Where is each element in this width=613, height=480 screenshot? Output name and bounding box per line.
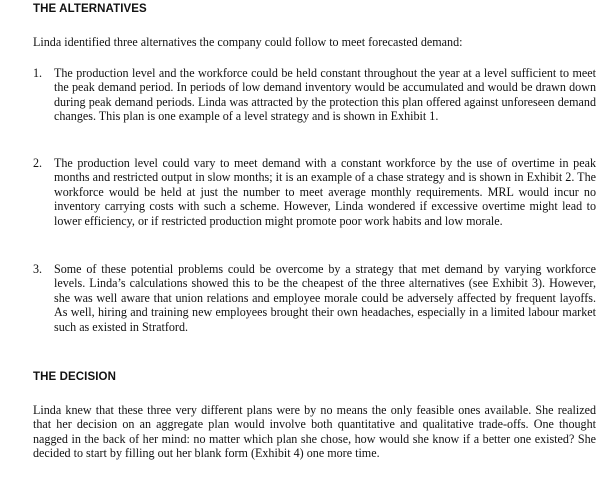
alternative-item-1 — [33, 66, 596, 124]
alternative-number: 2. — [33, 156, 43, 170]
alternative-item-3 — [33, 262, 596, 334]
alternatives-heading: THE ALTERNATIVES — [33, 3, 147, 15]
alternatives-intro: Linda identified three alternatives the company could follow to meet forecasted demand: — [33, 35, 463, 49]
decision-heading: THE DECISION — [33, 371, 116, 383]
alternative-number: 3. — [33, 262, 43, 276]
alternative-number: 1. — [33, 66, 43, 80]
alternative-text: The production level and the workforce could be held constant throughout the year at a level sufficient to meet the peak demand period. In periods of low demand inventory would be accumulated and would be drawn down during peak demand periods. Linda was attracted by the protection this plan offered against unforeseen demand changes. This plan is one example of a level strategy and is shown in Exhibit 1. — [54, 66, 596, 124]
alternative-text: The production level could vary to meet demand with a constant workforce by the use of overtime in peak months and restricted output in slow months; it is an example of a chase strategy and is shown in Exhibit 2. The workforce would be held at just the number to meet average monthly requirements. MRL would incur no inventory carrying costs with such a scheme. However, Linda wondered if excessive overtime might lead to lower efficiency, or if restricted production might promote poor work habits and low morale. — [54, 156, 596, 228]
alternative-item-2 — [33, 156, 596, 228]
alternative-text: Some of these potential problems could be overcome by a strategy that met demand by varying workforce levels. Linda’s calculations showed this to be the cheapest of the three alternatives (see Exhibit 3). However, she was well aware that union relations and employee morale could be adversely affected by frequent layoffs. As well, hiring and training new employees brought their own headaches, especially in a limited labour market such as existed in Stratford. — [54, 262, 596, 334]
decision-text: Linda knew that these three very different plans were by no means the only feasible ones available. She realized that her decision on an aggregate plan would involve both quantitative and qualitative trade-offs. One thought nagged in the back of her mind: no matter which plan she chose, how would she know if a better one existed? She decided to start by filling out her blank form (Exhibit 4) one more time. — [33, 403, 596, 461]
